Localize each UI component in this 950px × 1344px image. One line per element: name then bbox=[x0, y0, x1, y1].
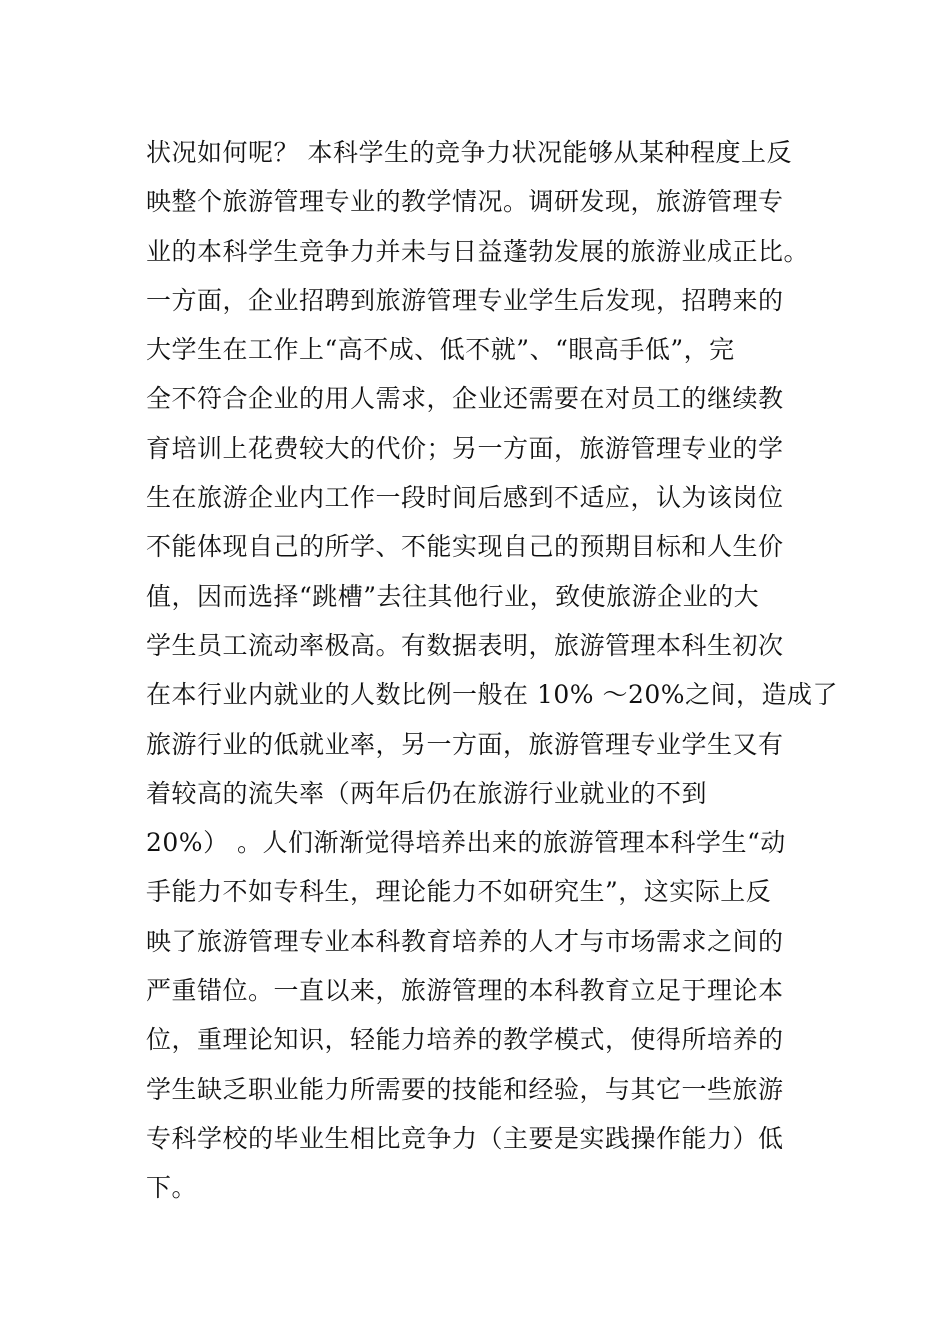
paragraph-line: 旅游行业的低就业率，另一方面，旅游管理专业学生又有 bbox=[146, 729, 784, 759]
paragraph-line: 状况如何呢？ 本科学生的竞争力状况能够从某种程度上反 bbox=[146, 138, 792, 167]
paragraph-line: 在本行业内就业的人数比例一般在 10% ～20%之间，造成了 bbox=[146, 680, 839, 710]
paragraph-line: 20%） 。人们渐渐觉得培养出来的旅游管理本科学生“动 bbox=[146, 828, 786, 858]
paragraph-line: 不能体现自己的所学、不能实现自己的预期目标和人生价 bbox=[146, 532, 784, 562]
paragraph-line: 全不符合企业的用人需求，企业还需要在对员工的继续教 bbox=[146, 384, 784, 414]
paragraph-line: 育培训上花费较大的代价；另一方面，旅游管理专业的学 bbox=[146, 433, 784, 463]
paragraph-line: 着较高的流失率（两年后仍在旅游行业就业的不到 bbox=[146, 778, 708, 808]
paragraph-line: 下。 bbox=[146, 1173, 198, 1203]
paragraph-line: 专科学校的毕业生相比竞争力（主要是实践操作能力）低 bbox=[146, 1123, 784, 1153]
paragraph-line: 值，因而选择“跳槽”去往其他行业，致使旅游企业的大 bbox=[146, 581, 760, 611]
body-paragraph bbox=[146, 128, 839, 1213]
paragraph-line: 一方面，企业招聘到旅游管理专业学生后发现，招聘来的 bbox=[146, 285, 784, 315]
paragraph-line: 生在旅游企业内工作一段时间后感到不适应，认为该岗位 bbox=[146, 483, 784, 513]
paragraph-line: 手能力不如专科生，理论能力不如研究生”，这实际上反 bbox=[146, 877, 772, 907]
paragraph-line: 映了旅游管理专业本科教育培养的人才与市场需求之间的 bbox=[146, 926, 784, 956]
paragraph-line: 大学生在工作上“高不成、低不就”、“眼高手低”，完 bbox=[146, 335, 735, 365]
paragraph-line: 严重错位。一直以来，旅游管理的本科教育立足于理论本 bbox=[146, 976, 784, 1006]
paragraph-line: 学生员工流动率极高。有数据表明，旅游管理本科生初次 bbox=[146, 630, 784, 660]
paragraph-line: 映整个旅游管理专业的教学情况。调研发现，旅游管理专 bbox=[146, 187, 784, 217]
paragraph-line: 位，重理论知识，轻能力培养的教学模式，使得所培养的 bbox=[146, 1025, 784, 1055]
paragraph-line: 业的本科学生竞争力并未与日益蓬勃发展的旅游业成正比。 bbox=[146, 236, 810, 266]
paragraph-line: 学生缺乏职业能力所需要的技能和经验，与其它一些旅游 bbox=[146, 1074, 784, 1104]
